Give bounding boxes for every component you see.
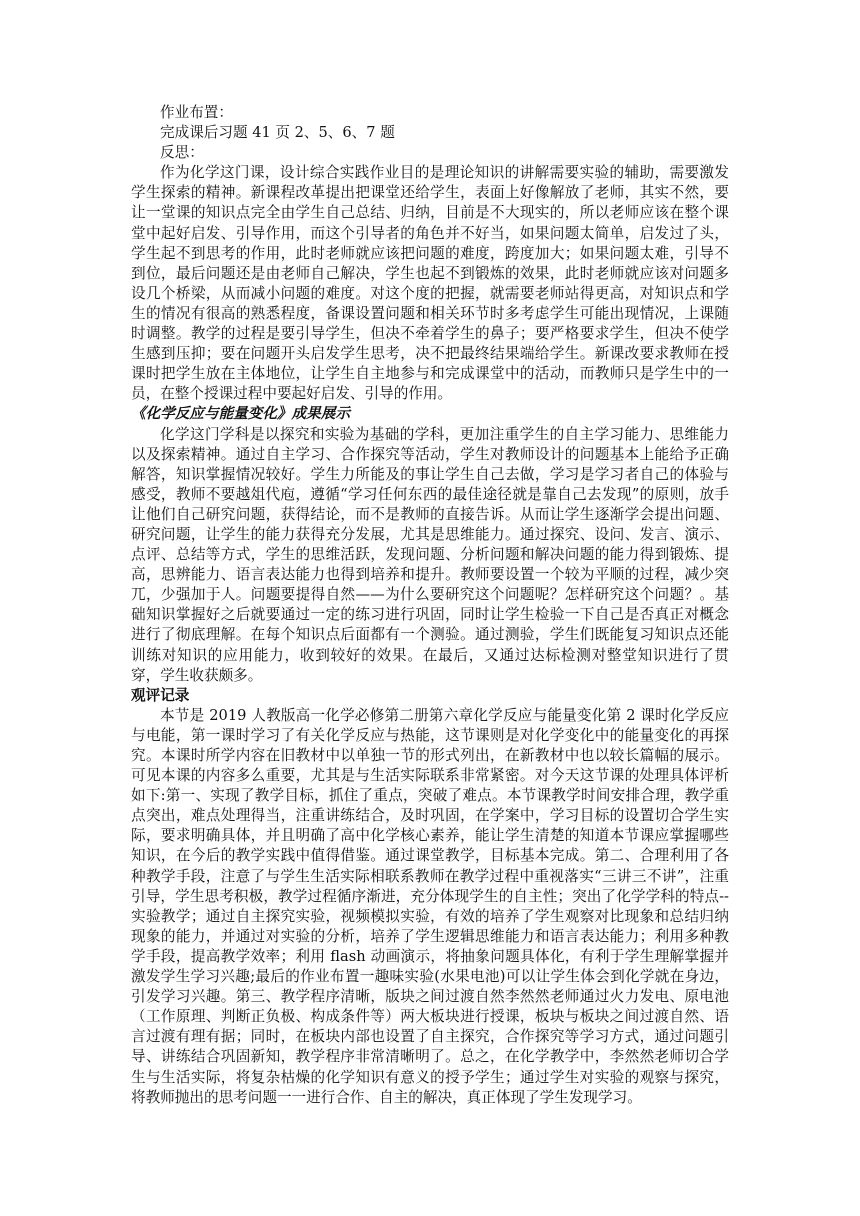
homework-label: 作业布置： [160,104,233,121]
homework-task: 完成课后习题 41 页 2、5、6、7 题 [160,124,395,142]
reflection-paragraph: 作为化学这门课，设计综合实践作业目的是理论知识的讲解需要实验的辅助，需要激发学生探索的精神。新课程改革提出把课堂还给学生，表面上好像解放了老师，其实不然，要让一堂课的知识点完全由学生自己总结、归纳，目前是不大现实的，所以老师应该在整个课堂中起好启发、引导作用，而这个引导者的角色并不好当，如果问题太简单，启发过了头，学生起不到思考的作用，此时老师就应该把问题的难度，跨度加大；如果问题太难，引导不到位，最后问题还是由老师自己解决，学生也起不到锻炼的效果，此时老师就应该对问题多设几个桥梁，从而减小问题的难度。对这个度的把握，就需要老师站得更高，对知识点和学生的情况有很高的熟悉程度，备课设置问题和相关环节时多考虑学生可能出现情况，上课随时调整。教学的过程是要引导学生，但决不牵着学生的鼻子；要严格要求学生，但决不使学生感到压抑；要在问题开头启发学生思考，决不把最终结果端给学生。新课改要求教师在授课时把学生放在主体地位，让学生自主地参与和完成课堂中的活动，而教师只是学生中的一员，在整个授课过程中要起好启发、引导的作用。 [131,164,729,403]
reflection-label: 反思： [160,144,204,162]
results-heading: 《化学反应与能量变化》成果展示 [131,405,350,423]
observation-paragraph: 本节是 2019 人教版高一化学必修第二册第六章化学反应与能量变化第 2 课时化学反应与电能，第一课时学习了有关化学反应与热能，这节课则是对化学变化中的能量变化的再探究。本课时所学内容在旧教材中以单独一节的形式列出，在新教材中也以较长篇幅的展示。可见本课的内容多么重要，尤其是与生活实际联系非常紧密。对今天这节课的处理具体评析如下:第一、实现了教学目标，抓住了重点，突破了难点。本节课教学时间安排合理，教学重点突出，难点处理得当，注重讲练结合，及时巩固，在学案中，学习目标的设置切合学生实际，要求明确具体，并且明确了高中化学核心素养，能让学生清楚的知道本节课应掌握哪些知识，在今后的教学实践中值得借鉴。通过课堂教学，目标基本完成。第二、合理利用了各种教学手段，注意了与学生生活实际相联系教师在教学过程中重视落实“三讲三不讲”，注重引导，学生思考积极，教学过程循序渐进，充分体现学生的自主性；突出了化学学科的特点--实验教学；通过自主探究实验，视频模拟实验，有效的培养了学生观察对比现象和总结归纳现象的能力，并通过对实验的分析，培养了学生逻辑思维能力和语言表达能力；利用多种教学手段，提高教学效率；利用 flash 动画演示，将抽象问题具体化，有利于学生理解掌握并激发学生学习兴趣;最后的作业布置一趣味实验(水果电池)可以让学生体会到化学就在身边，引发学习兴趣。第三、教学程序清晰，版块之间过渡自然李然然老师通过火力发电、原电池（工作原理、判断正负极、构成条件等）两大板块进行授课，板块与板块之间过渡自然、语言过渡有理有据；同时，在板块内部也设置了自主探究，合作探究等学习方式，通过问题引导、讲练结合巩固新知，教学程序非常清晰明了。总之，在化学教学中，李然然老师切合学生与生活实际，将复杂枯燥的化学知识有意义的授予学生；通过学生对实验的观察与探究，将教师抛出的思考问题一一进行合作、自主的解决，真正体现了学生发现学习。 [131,706,729,1106]
results-paragraph: 化学这门学科是以探究和实验为基础的学科，更加注重学生的自主学习能力、思维能力以及探索精神。通过自主学习、合作探究等活动，学生对教师设计的问题基本上能给予正确解答，知识掌握情况较好。学生力所能及的事让学生自己去做，学习是学习者自己的体验与感受，教师不要越俎代庖，遵循“学习任何东西的最佳途径就是靠自己去发现”的原则，放手让他们自己研究问题，获得结论，而不是教师的直接告诉。从而让学生逐渐学会提出问题、研究问题，让学生的能力获得充分发展，尤其是思维能力。通过探究、设问、发言、演示、点评、总结等方式，学生的思维活跃，发现问题、分析问题和解决问题的能力得到锻炼、提高，思辨能力、语言表达能力也得到培养和提升。教师要设置一个较为平顺的过程，减少突兀，少强加于人。问题要提得自然——为什么要研究这个问题呢？怎样研究这个问题？。基础知识掌握好之后就要通过一定的练习进行巩固，同时让学生检验一下自己是否真正对概念进行了彻底理解。在每个知识点后面都有一个测验。通过测验，学生们既能复习知识点还能训练对知识的应用能力，收到较好的效果。在最后，又通过达标检测对整堂知识进行了贯穿，学生收获颇多。 [131,425,729,684]
observation-heading: 观评记录 [131,686,190,704]
document-page [131,103,729,1108]
